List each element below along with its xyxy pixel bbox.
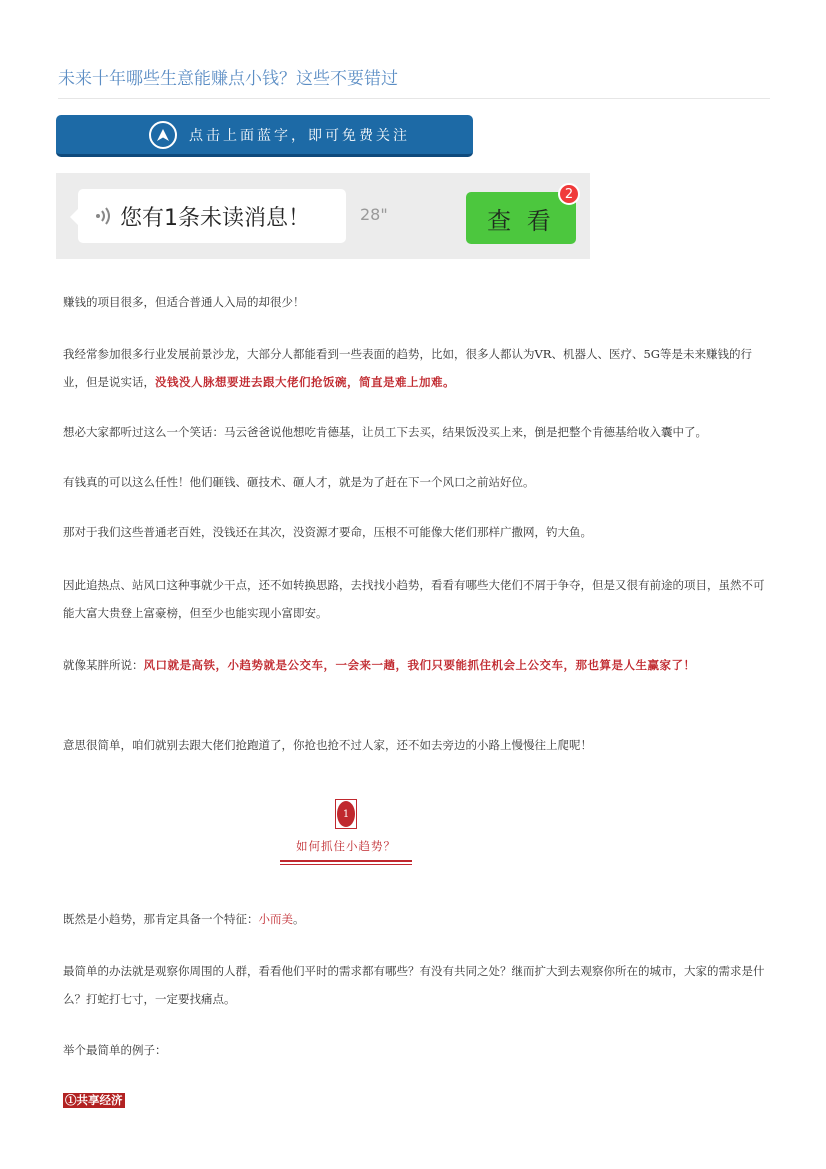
arrow-up-circle-icon (149, 121, 177, 149)
paragraph-2-text: 我经常参加很多行业发展前景沙龙，大部分人都能看到一些表面的趋势，比如，很多人都认为VR、机器人、医疗、5G等是未来赚钱的行业，但是说实话， (63, 347, 752, 389)
paragraph-9 (63, 905, 765, 933)
paragraph-2 (63, 340, 765, 396)
view-button[interactable]: 查 看 (466, 192, 576, 244)
unread-message-text: 您有1条未读消息！ (120, 205, 310, 231)
paragraph-9-end: 。 (293, 912, 305, 926)
unread-badge: 2 (558, 183, 580, 205)
paragraph-11: 举个最简单的例子： (63, 1043, 167, 1057)
paragraph-2-highlight: 没钱没人脉想要进去跟大佬们抢饭碗，简直是难上加难。 (155, 375, 455, 389)
section-title: 如何抓住小趋势？ (296, 839, 396, 853)
section-number-badge (335, 799, 357, 829)
paragraph-9-highlight: 小而美 (258, 912, 293, 926)
section-number: 1 (337, 801, 355, 827)
follow-banner[interactable] (56, 115, 473, 157)
paragraph-1: 赚钱的项目很多，但适合普通人入局的却很少！ (63, 295, 305, 309)
voice-message-bubble[interactable] (78, 189, 346, 243)
paragraph-6: 因此追热点、站风口这种事就少干点，还不如转换思路，去找找小趋势，看看有哪些大佬们不屑于争夺，但是又很有前途的项目，虽然不可能大富大贵登上富豪榜，但至少也能实现小富即安。 (63, 578, 765, 620)
title-divider (58, 98, 770, 99)
unread-message-card (56, 173, 590, 259)
paragraph-8: 意思很简单，咱们就别去跟大佬们抢跑道了，你抢也抢不过人家，还不如去旁边的小路上慢慢往上爬呢！ (63, 738, 592, 752)
paragraph-3: 想必大家都听过这么一个笑话：马云爸爸说他想吃肯德基，让员工下去买，结果饭没买上来，倒是把整个肯德基给收入囊中了。 (63, 425, 707, 439)
section-tag-sharing-economy: ①共享经济 (65, 1093, 123, 1107)
paragraph-5: 那对于我们这些普通老百姓，没钱还在其次，没资源才要命，压根不可能像大佬们那样广撒网，钓大鱼。 (63, 525, 592, 539)
sound-wave-icon (92, 204, 116, 228)
paragraph-7 (63, 651, 765, 679)
section-rule-thick (280, 860, 412, 862)
paragraph-10: 最简单的办法就是观察你周围的人群，看看他们平时的需求都有哪些？有没有共同之处？继而扩大到去观察你所在的城市，大家的需求是什么？打蛇打七寸，一定要找痛点。 (63, 964, 765, 1006)
paragraph-7-text: 就像某胖所说： (63, 658, 144, 672)
section-rule-thin (280, 864, 412, 865)
voice-duration: 28" (360, 205, 388, 224)
article-title: 未来十年哪些生意能赚点小钱？这些不要错过 (58, 69, 398, 89)
follow-banner-label: 点击上面蓝字，即可免费关注 (189, 127, 410, 144)
paragraph-9-text: 既然是小趋势，那肯定具备一个特征： (63, 912, 259, 926)
paragraph-7-highlight: 风口就是高铁，小趋势就是公交车，一会来一趟，我们只要能抓住机会上公交车，那也算是人生赢家了！ (143, 658, 696, 672)
paragraph-4: 有钱真的可以这么任性！他们砸钱、砸技术、砸人才，就是为了赶在下一个风口之前站好位。 (63, 475, 535, 489)
